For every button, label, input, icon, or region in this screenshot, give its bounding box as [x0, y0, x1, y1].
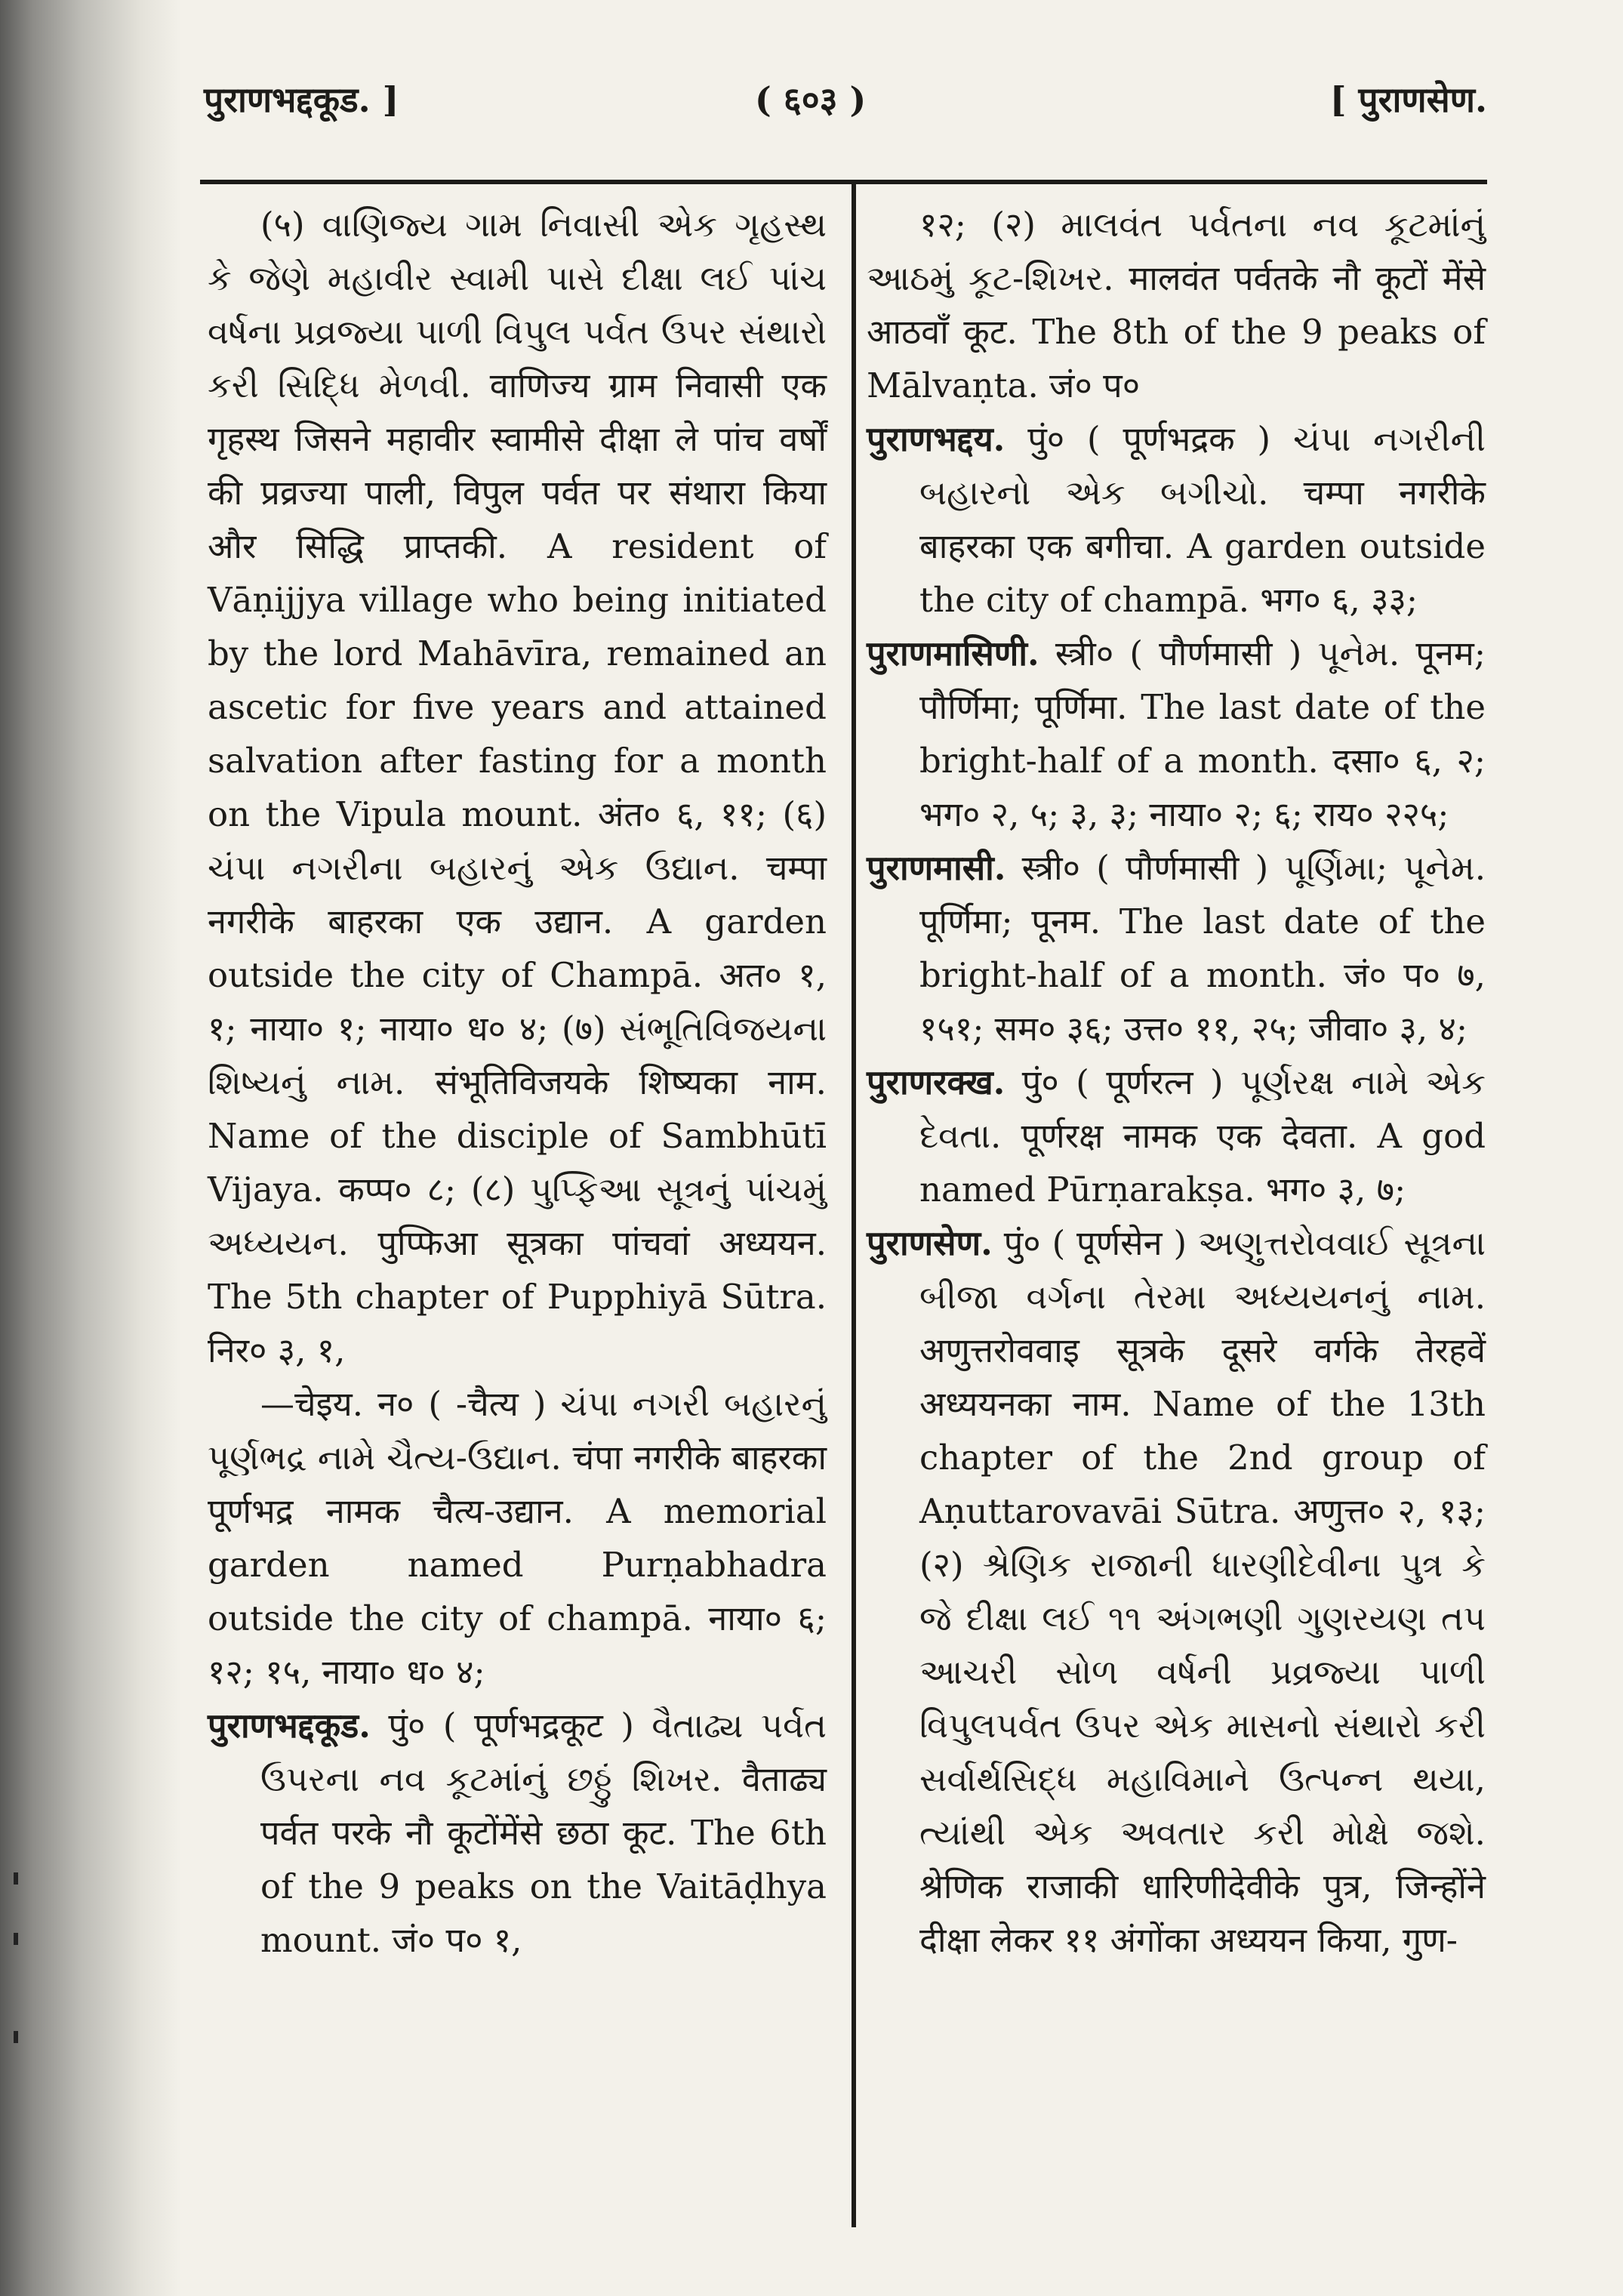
entry-headword: पुराणमासिणी.: [867, 633, 1039, 673]
margin-mark: [14, 1933, 18, 1945]
entry-definition: पुं० ( पूर्णभद्रक ) ચંપા નગરીની બહારનો એક બગીચો. चम्पा नगरीके बाहरका एक बगीचा. A garden outside the city of champā. भग० ६, ३३;: [919, 419, 1486, 620]
dictionary-entry: [867, 841, 1486, 1056]
left-column: [208, 198, 827, 1967]
dictionary-entry: [867, 1216, 1486, 1967]
header-right-guideword: [ पुराणसेण.: [1329, 79, 1487, 120]
header-left-guideword: पुराणभद्दकूड. ]: [204, 79, 399, 120]
entry-continuation: १२; (२) માલવંત પર્વતના નવ કૂટમાંનું આઠમું કૂટ-શિખર. मालवंत पर्वतके नौ कूटों मेंसे आठवाँ कूट. The 8th of the 9 peaks of Mālvaṇta. जं० प०: [867, 205, 1486, 405]
entry-headword: पुराणभद्दय.: [867, 419, 1006, 459]
entry-definition: पुं० ( पूर्णसेन ) અણુત્તરોવવાઈ સૂત્રના બીજા વર્ગના તેરમા અધ્યયનનું નામ. अणुत्तरोववाइ सूत्रके दूसरे वर्गके तेरहवें अध्ययनका नाम. Name of the 13th chapter of the 2nd group of Aṇuttarovavāi Sūtra. अणुत्त० २, १३; (२) શ્રેણિક રાજાની ધારણીદેવીના પુત્ર કે જે દીક્ષા લઈ ૧૧ અંગભણી ગુણરયણ તપ આચરી સોળ વર્ષની પ્રવ્રજ્યા પાળી વિપુલપર્વત ઉપર એક માસનો સંથારો કરી સર્વાર્થસિદ્ધ મહાવિમાને ઉત્પન્ન થયા, ત્યાંથી એક અવતાર કરી મોક્ષે જશે. श्रेणिक राजाकी धारिणीदेवीके पुत्र, जिन्होंने दीक्षा लेकर ११ अंगोंका अध्ययन किया, गुण-: [919, 1223, 1486, 1960]
dictionary-entry: [208, 1699, 827, 1967]
dictionary-entry: [867, 412, 1486, 627]
dictionary-entry: [867, 1056, 1486, 1216]
entry-definition: स्त्री० ( पौर्णमासी ) પૂનેમ. पूनम; पौर्णिमा; पूर्णिमा. The last date of the bright-half of a month. दसा० ६, २; भग० २, ५; ३, ३; नाया० २; ६; राय० २२५;: [919, 633, 1486, 834]
entry-headword: पुराणभद्दकूड.: [208, 1706, 371, 1746]
book-spine-shadow: [0, 0, 181, 2296]
sub-entry-cheiya: —चेइय. न० ( -चैत्य ) ચંપા નગરી બહારનું પૂર્ણભદ્ર નામે ચૈત્ય-ઉદ્યાન. चंपा नगरीके बाहरका पूर्णभद्र नामक चैत्य-उद्यान. A memorial garden named Purṇabhadra outside the city of champā. नाया० ६; १२; १५, नाया० ध० ४;: [208, 1384, 827, 1692]
margin-mark: [14, 1872, 18, 1885]
entry-definition: स्त्री० ( पौर्णमासी ) પૂર્ણિમા; પૂનેમ. पूर्णिमा; पूनम. The last date of the bright-half of a month. जं० प० ७, १५१; सम० ३६; उत्त० ११, २५; जीवा० ३, ४;: [919, 848, 1486, 1049]
dictionary-entry: [867, 627, 1486, 841]
entry-headword: पुराणरक्ख.: [867, 1062, 1006, 1102]
header-rule: [200, 180, 1487, 184]
entry-headword: पुराणमासी.: [867, 848, 1006, 888]
margin-mark: [14, 2031, 18, 2043]
right-column: [867, 198, 1486, 1967]
entry-headword: पुराणसेण.: [867, 1223, 993, 1263]
page-header: [204, 76, 1487, 136]
entry-definition: पुं० ( पूर्णभद्रकूट ) વૈતાઢ્ય પર્વત ઉપરના નવ કૂટમાંનું છઠ્ઠું શિખર. वैताढ्य पर्वत परके नौ कूटोंमेंसे छठा कूट. The 6th of the 9 peaks on the Vaitāḍhya mount. जं० प० १,: [260, 1706, 827, 1960]
column-divider: [852, 181, 856, 2227]
entry-definition: पुं० ( पूर्णरत्न ) પૂર્ણરક્ષ નામે એક દેવતા. पूर्णरक्ष नामक एक देवता. A god named Pūrṇarakṣa. भग० ३, ७;: [919, 1062, 1486, 1210]
page-number: ( ६०३ ): [755, 79, 867, 120]
entry-continuation: (५) વાણિજ્ય ગામ નિવાસી એક ગૃહસ્થ કે જેણે મહાવીર સ્વામી પાસે દીક્ષા લઈ પાંચ વર્ષના પ્રવ્રજ્યા પાળી વિપુલ પર્વત ઉપર સંથારો કરી સિદ્ધિ મેળવી. वाणिज्य ग्राम निवासी एक गृहस्थ जिसने महावीर स्वामीसे दीक्षा ले पांच वर्षों की प्रव्रज्या पाली, विपुल पर्वत पर संथारा किया और सिद्धि प्राप्तकी. A resident of Vāṇijjya village who being initiated by the lord Mahāvīra, remained an ascetic for five years and attained salvation after fasting for a month on the Vipula mount. अंत० ६, ११; (६) ચંપા નગરીના બહારનું એક ઉદ્યાન. चम्पा नगरीके बाहरका एक उद्यान. A garden outside the city of Champā. अत० १, १; नाया० १; नाया० ध० ४; (७) સંભૂતિવિજયના શિષ્યનું નામ. संभूतिविजयके शिष्यका नाम. Name of the disciple of Sambhūtī Vijaya. कप्प० ८; (८) પુપ્ફિઆ સૂત્રનું પાંચમું અધ્યયન. पुप्फिआ सूत्रका पांचवां अध्ययन. The 5th chapter of Pupphiyā Sūtra. निर० ३, १,: [208, 205, 827, 1370]
